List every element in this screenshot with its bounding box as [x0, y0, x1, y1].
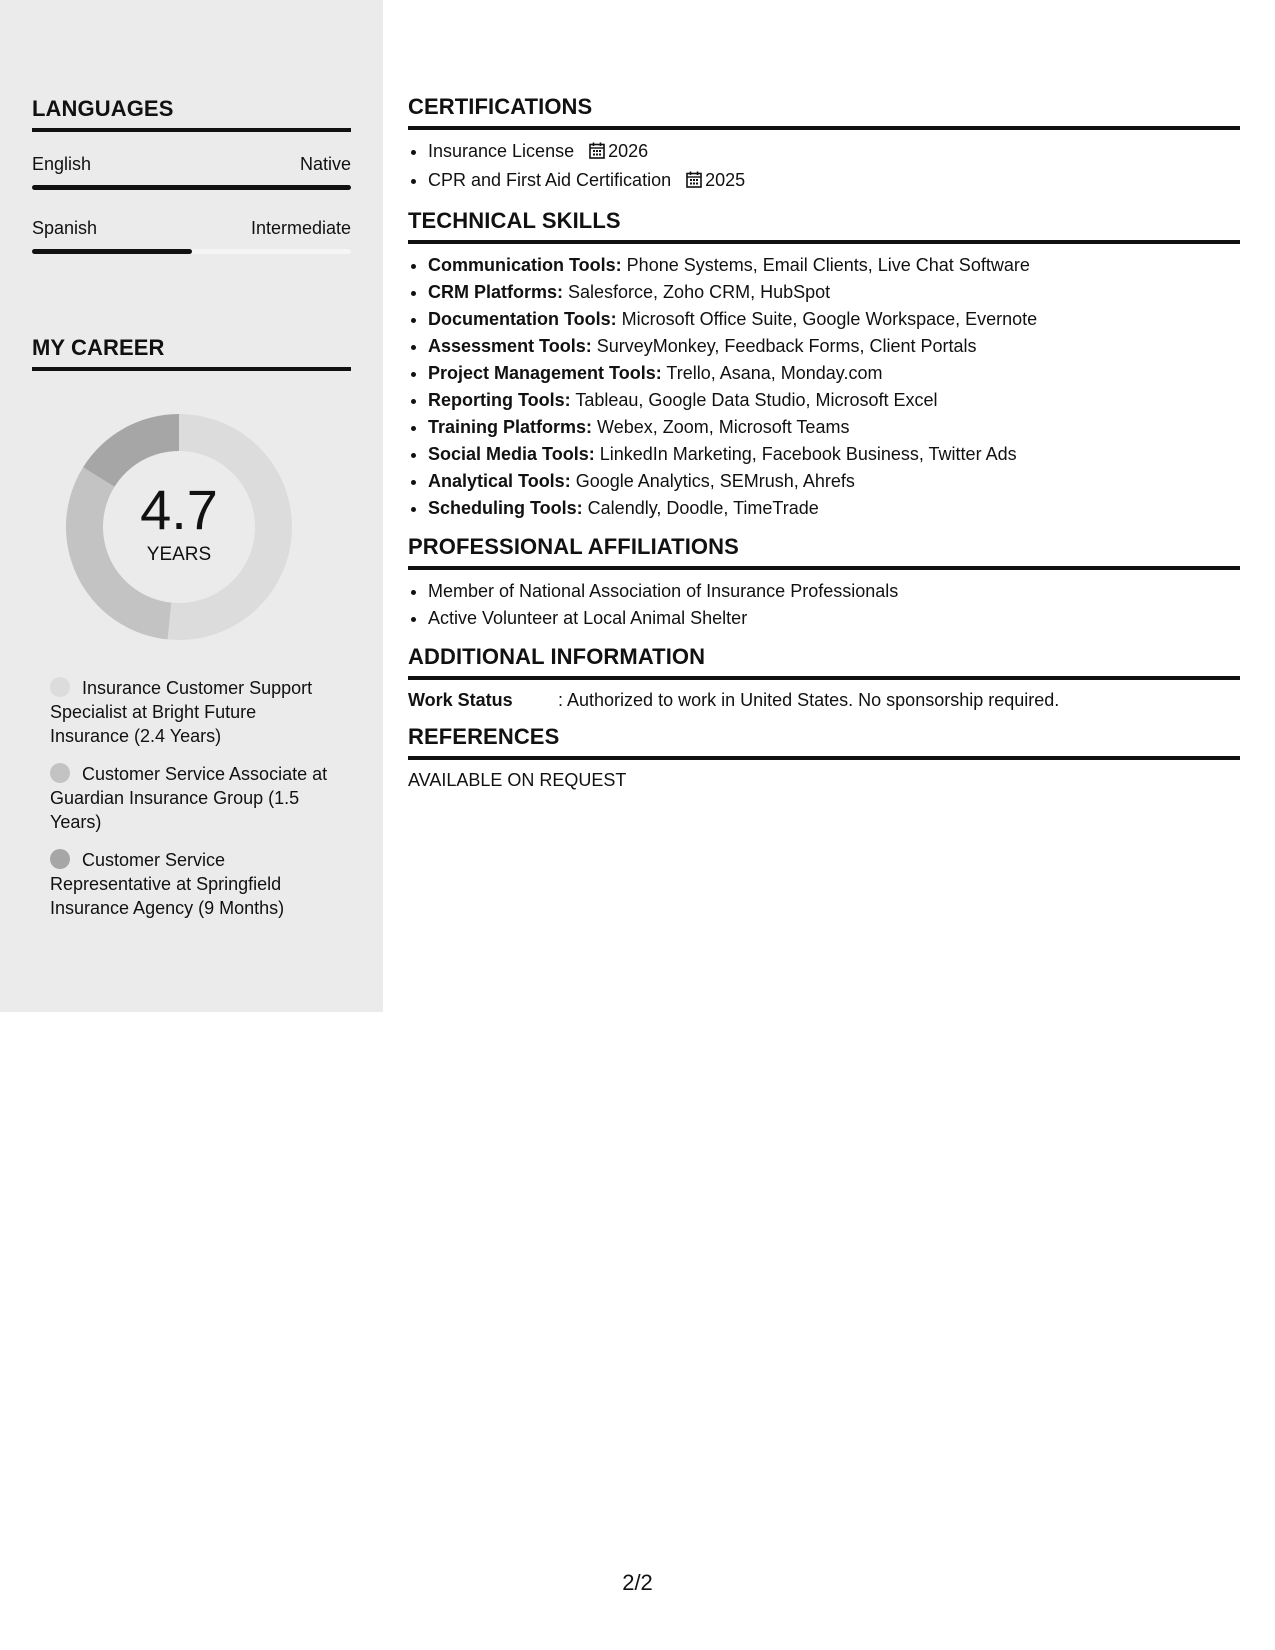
skill-value: SurveyMonkey, Feedback Forms, Client Portals [591, 336, 977, 356]
legend-dot-icon [50, 763, 70, 783]
affiliations-title: PROFESSIONAL AFFILIATIONS [408, 534, 1240, 570]
skill-value: LinkedIn Marketing, Facebook Business, Twitter Ads [594, 444, 1017, 464]
skill-label: Reporting Tools: [428, 390, 571, 410]
skill-item [428, 495, 1240, 522]
skill-item [428, 414, 1240, 441]
skill-item [428, 252, 1240, 279]
skill-label: Social Media Tools: [428, 444, 595, 464]
legend-dot-icon [50, 849, 70, 869]
calendar-icon [686, 169, 702, 196]
certification-item [428, 167, 1240, 196]
certification-item [428, 138, 1240, 167]
skill-value: Tableau, Google Data Studio, Microsoft Excel [570, 390, 938, 410]
page-number: 2/2 [622, 1570, 653, 1595]
affiliation-item: • Member of National Association of Insurance Professionals [428, 578, 1240, 605]
skill-label: Documentation Tools: [428, 309, 617, 329]
work-status-row [408, 688, 1240, 712]
career-role-label: Customer Service Representative at Springfield Insurance Agency (9 Months) [50, 850, 285, 918]
skill-value: Phone Systems, Email Clients, Live Chat Software [621, 255, 1030, 275]
language-name: Spanish [32, 218, 98, 238]
career-legend [50, 676, 340, 934]
certification-year: 2026 [608, 141, 649, 161]
career-legend-item [50, 676, 340, 748]
skill-label: Scheduling Tools: [428, 498, 583, 518]
technical-skills-section [408, 208, 1240, 522]
career-role-label: Customer Service Associate at Guardian Insurance Group (1.5 Years) [50, 764, 328, 832]
skill-label: Assessment Tools: [428, 336, 592, 356]
skill-item [428, 306, 1240, 333]
language-level: Native [299, 154, 351, 174]
skill-item [428, 279, 1240, 306]
language-proficiency-fill [32, 249, 192, 254]
skill-value: Salesforce, Zoho CRM, HubSpot [563, 282, 831, 302]
skill-item [428, 468, 1240, 495]
career-role-label: Insurance Customer Support Specialist at Bright Future Insurance (2.4 Years) [50, 678, 313, 746]
legend-dot-icon [50, 677, 70, 697]
work-status-label: Work Status [408, 690, 513, 710]
sidebar [0, 0, 383, 1012]
skill-label: Communication Tools: [428, 255, 622, 275]
certification-name: Insurance License [428, 141, 575, 161]
languages-title: LANGUAGES [32, 96, 351, 132]
additional-info-title: ADDITIONAL INFORMATION [408, 644, 1240, 680]
technical-skills-title: TECHNICAL SKILLS [408, 208, 1240, 244]
certifications-section [408, 94, 1240, 196]
career-donut-chart [66, 414, 292, 640]
skill-label: Project Management Tools: [428, 363, 662, 383]
skill-label: Analytical Tools: [428, 471, 571, 491]
language-item [32, 216, 351, 254]
certification-name: CPR and First Aid Certification [428, 170, 672, 190]
references-title: REFERENCES [408, 724, 1240, 760]
skill-item [428, 387, 1240, 414]
career-section [32, 335, 351, 371]
skill-value: Microsoft Office Suite, Google Workspace, Evernote [616, 309, 1038, 329]
language-level: Intermediate [250, 218, 351, 238]
references-section [408, 724, 1240, 792]
skill-item [428, 441, 1240, 468]
languages-section [32, 96, 351, 254]
skill-item [428, 333, 1240, 360]
calendar-icon [589, 140, 605, 167]
career-legend-item [50, 762, 340, 834]
certification-year: 2025 [705, 170, 746, 190]
work-status-value: : Authorized to work in United States. No sponsorship required. [558, 690, 1060, 710]
skill-value: Trello, Asana, Monday.com [661, 363, 883, 383]
additional-info-section [408, 644, 1240, 712]
language-proficiency-bar [32, 249, 351, 254]
language-proficiency-bar [32, 185, 351, 190]
main-content [408, 94, 1240, 804]
career-legend-item [50, 848, 340, 920]
career-total-value: 4.7 [140, 478, 218, 541]
language-item [32, 152, 351, 190]
skill-label: Training Platforms: [428, 417, 593, 437]
skill-value: Webex, Zoom, Microsoft Teams [592, 417, 850, 437]
skill-item [428, 360, 1240, 387]
certifications-title: CERTIFICATIONS [408, 94, 1240, 130]
skill-value: Calendly, Doodle, TimeTrade [582, 498, 819, 518]
skill-value: Google Analytics, SEMrush, Ahrefs [570, 471, 855, 491]
affiliation-item: • Active Volunteer at Local Animal Shelter [428, 605, 1240, 632]
skill-label: CRM Platforms: [428, 282, 564, 302]
affiliations-section [408, 534, 1240, 632]
career-total-unit: YEARS [146, 544, 212, 565]
language-proficiency-fill [32, 185, 351, 190]
language-name: English [32, 154, 92, 174]
references-text: AVAILABLE ON REQUEST [408, 770, 627, 790]
career-title: MY CAREER [32, 335, 351, 371]
